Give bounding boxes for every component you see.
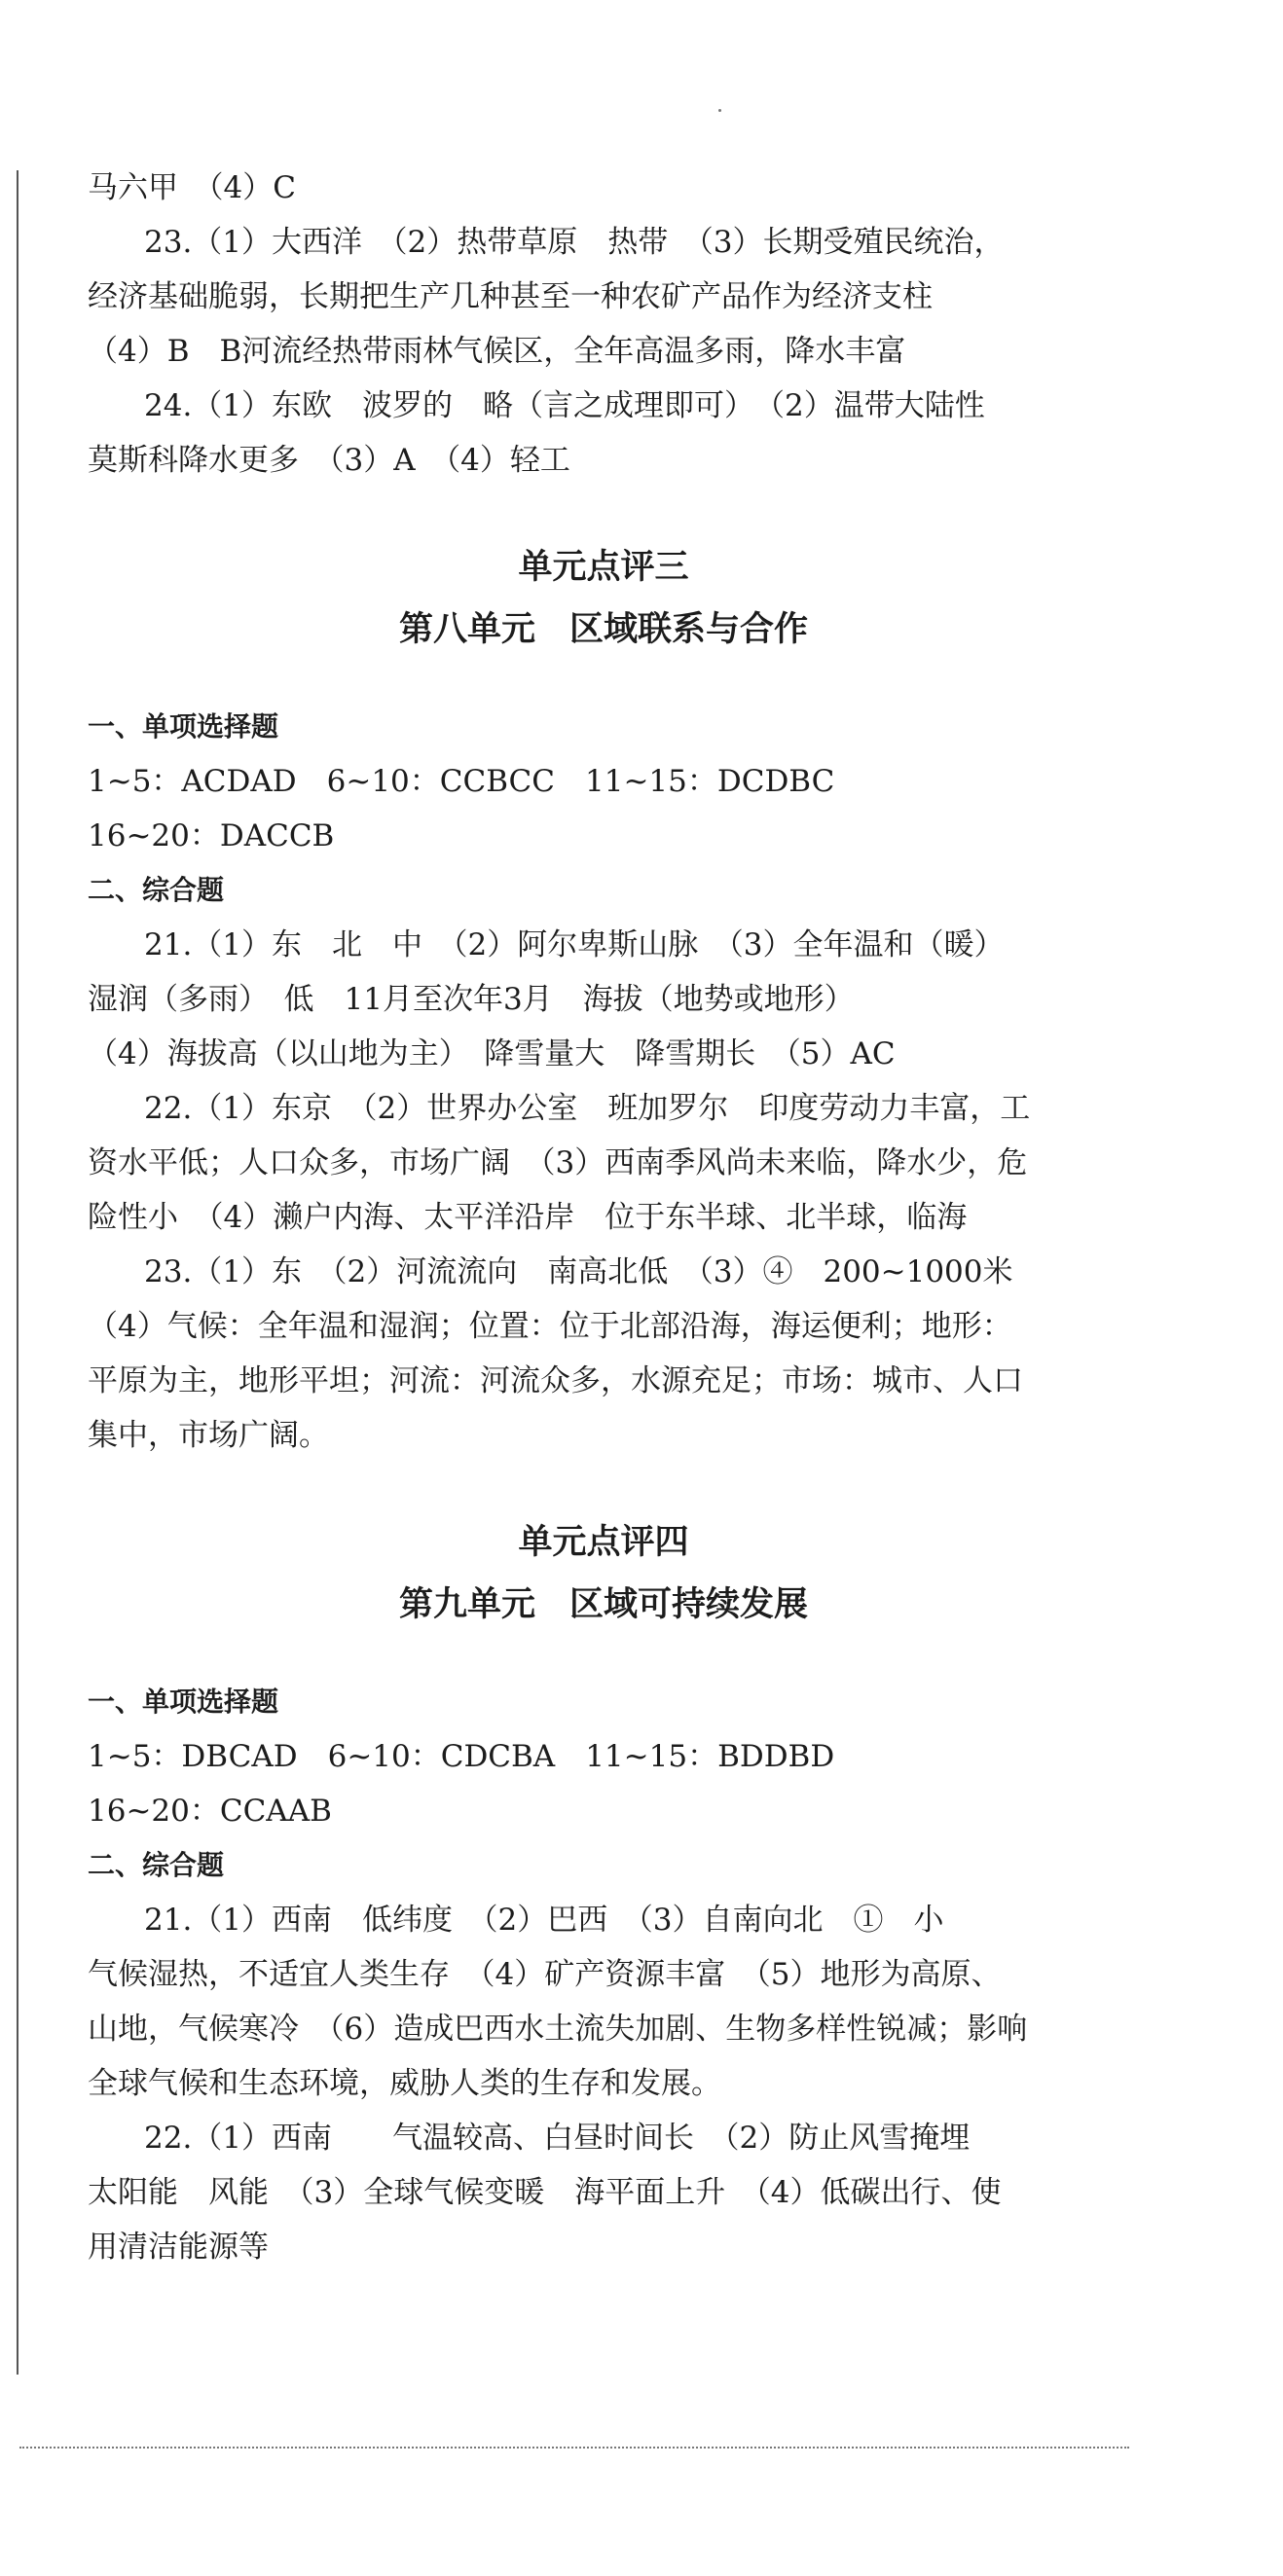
answer-page: [88, 161, 1119, 2274]
section-heading-comprehensive: 二、综合题: [88, 1849, 225, 1881]
section-heading-choice: 一、单项选择题: [88, 710, 279, 743]
choice-answer-line: 16~20：DACCB: [88, 818, 335, 853]
answer-line: 湿润（多雨） 低 11月至次年3月 海拔（地势或地形）: [88, 982, 855, 1017]
answer-line: 23.（1）大西洋 （2）热带草原 热带 （3）长期受殖民统治，: [144, 225, 1005, 260]
answer-line: 险性小 （4）濑户内海、太平洋沿岸 位于东半球、北半球，临海: [88, 1200, 968, 1235]
answer-line: 23.（1）东 （2）河流流向 南高北低 （3）④ 200~1000米: [144, 1254, 1013, 1289]
answer-line: 平原为主，地形平坦；河流：河流众多，水源充足；市场：城市、人口: [88, 1363, 1023, 1398]
answer-line: 24.（1）东欧 波罗的 略（言之成理即可） （2）温带大陆性: [144, 388, 985, 423]
bottom-dotted-rule: [19, 2447, 1129, 2449]
answer-line: 21.（1）东 北 中 （2）阿尔卑斯山脉 （3）全年温和（暖）: [144, 927, 1005, 962]
scan-dot: [718, 109, 721, 112]
left-margin-rule: [17, 170, 18, 2375]
answer-line: 22.（1）西南 气温较高、白昼时间长 （2）防止风雪掩埋: [144, 2121, 971, 2156]
answer-line: 资水平低；人口众多，市场广阔 （3）西南季风尚未来临，降水少，危: [88, 1145, 1028, 1180]
review-title: 单元点评四: [518, 1523, 689, 1562]
answer-line: （4）海拔高（以山地为主） 降雪量大 降雪期长 （5）AC: [88, 1036, 896, 1071]
answer-line: 用清洁能源等: [88, 2230, 269, 2265]
top-answers: [88, 161, 1119, 488]
answer-line: 太阳能 风能 （3）全球气候变暖 海平面上升 （4）低碳出行、使: [88, 2175, 1002, 2210]
section-heading-choice: 一、单项选择题: [88, 1686, 279, 1718]
answer-line: 山地，气候寒冷 （6）造成巴西水土流失加剧、生物多样性锐减；影响: [88, 2012, 1028, 2047]
choice-answer-line: 1~5：ACDAD 6~10：CCBCC 11~15：DCDBC: [88, 764, 835, 799]
answer-line: 全球气候和生态环境，威胁人类的生存和发展。: [88, 2066, 721, 2101]
answer-line: （4）气候：全年温和湿润；位置：位于北部沿海，海运便利；地形：: [88, 1309, 1012, 1344]
answer-line: （4）B B河流经热带雨林气候区，全年高温多雨，降水丰富: [88, 334, 906, 369]
unit-subtitle: 第九单元 区域可持续发展: [398, 1585, 808, 1624]
answer-line: 经济基础脆弱，长期把生产几种甚至一种农矿产品作为经济支柱: [88, 279, 933, 314]
choice-answer-line: 1~5：DBCAD 6~10：CDCBA 11~15：BDDBD: [88, 1739, 835, 1774]
unit-review-4: [88, 1511, 1119, 2274]
unit-subtitle: 第八单元 区域联系与合作: [398, 610, 808, 649]
review-title: 单元点评三: [518, 548, 689, 587]
answer-line: 22.（1）东京 （2）世界办公室 班加罗尔 印度劳动力丰富，工: [144, 1091, 1031, 1126]
answer-line: 马六甲 （4）C: [88, 170, 296, 205]
answer-line: 集中，市场广阔。: [88, 1418, 329, 1453]
choice-answer-line: 16~20：CCAAB: [88, 1794, 332, 1829]
answer-line: 21.（1）西南 低纬度 （2）巴西 （3）自南向北 ① 小: [144, 1903, 944, 1938]
answer-line: 莫斯科降水更多 （3）A （4）轻工: [88, 443, 570, 478]
section-heading-comprehensive: 二、综合题: [88, 874, 225, 906]
answer-line: 气候湿热，不适宜人类生存 （4）矿产资源丰富 （5）地形为高原、: [88, 1957, 1002, 1992]
unit-review-3: [88, 536, 1119, 1463]
